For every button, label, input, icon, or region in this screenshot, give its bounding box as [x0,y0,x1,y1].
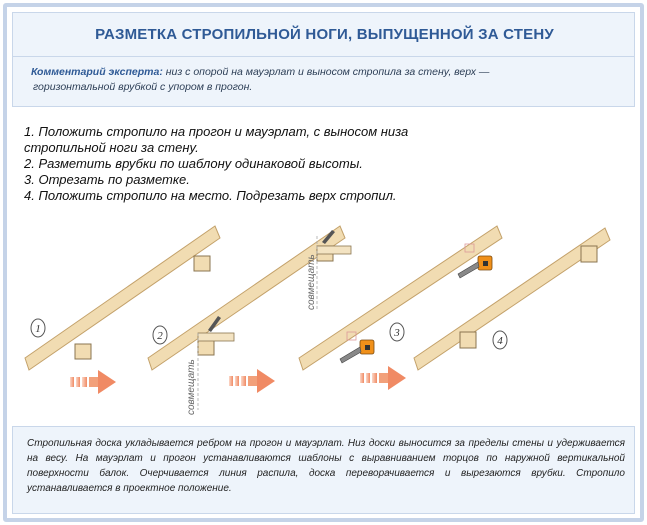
step-line: 1. Положить стропило на прогон и мауэрлат, с выносом низа [24,124,409,139]
step-arrow [229,369,275,393]
mauerlat-block [198,340,214,355]
stage-4 [414,228,610,370]
purlin-block [194,256,210,271]
mauerlat-block [75,344,91,359]
footer-panel [12,426,635,514]
step-line: 4. Положить стропило на место. Подрезать верх стропил. [24,188,397,203]
align-label: совмещать [186,359,197,415]
comment-lead: Комментарий эксперта: [31,66,163,78]
header-panel [12,12,635,107]
template-board [198,333,234,341]
stage-number: 4 [497,335,503,347]
step-line: стропильной ноги за стену. [24,140,199,155]
purlin-block [581,246,597,262]
chainsaw-icon [340,340,374,363]
comment-text-1: низ с опорой на мауэрлат и выносом стропила за стену, верх — [162,66,490,78]
page-title: РАЗМЕТКА СТРОПИЛЬНОЙ НОГИ, ВЫПУЩЕННОЙ ЗА СТЕНУ [95,26,554,43]
mauerlat-block [460,332,476,348]
step-line: 2. Разметить врубки по шаблону одинаковой высоты. [24,156,363,171]
rafter-illustration [12,210,635,425]
align-label: совмещать [306,254,317,310]
stage-number: 1 [35,323,41,335]
step-line: 3. Отрезать по разметке. [24,172,190,187]
header-divider [13,56,634,57]
step-arrow [360,366,406,390]
stage-number: 3 [394,327,400,339]
expert-comment [31,65,619,95]
template-board [317,246,351,254]
comment-text-2: горизонтальной врубкой с упором в прогон. [33,81,253,93]
footer-description: Стропильная доска укладывается ребром на прогон и мауэрлат. Низ доски выносится за пределы стены и удерживается на весу. На мауэрлат и прогон устанавливаются шаблоны с выравниванием торцов по наружной вертикальной поверхности балок. Очерчивается линия распила, доска переворачивается и вырезаются врубки. Стропило устанавливается в проектное положение. [27,438,625,494]
rafter-board [25,226,220,370]
steps-list [24,124,624,204]
stage-number: 2 [157,330,163,342]
step-arrow [70,370,116,394]
